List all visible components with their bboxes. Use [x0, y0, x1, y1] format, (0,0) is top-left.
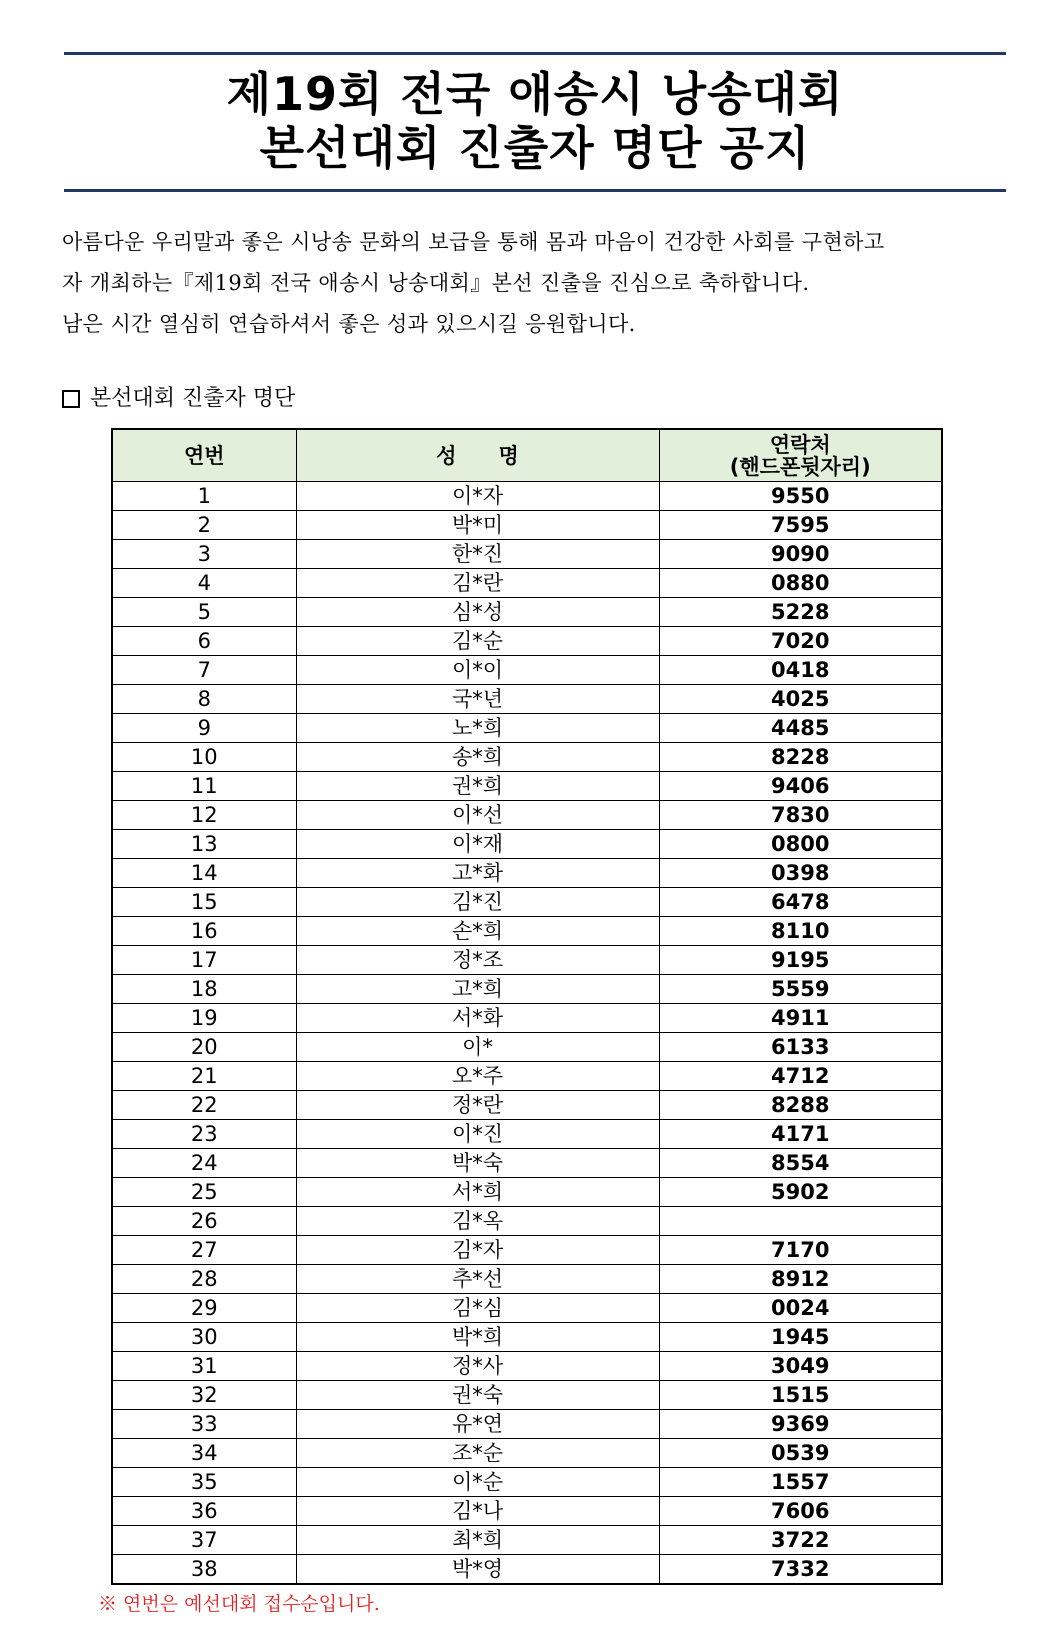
table-row: [112, 1236, 942, 1265]
cell-number: 6: [112, 627, 296, 656]
cell-number: 3: [112, 540, 296, 569]
table-row: [112, 1381, 942, 1410]
cell-name: 송*희: [296, 743, 659, 772]
section-heading-text: 본선대회 진출자 명단: [90, 386, 296, 411]
table-row: [112, 1091, 942, 1120]
checkbox-icon: [62, 390, 80, 408]
cell-phone: 0880: [659, 569, 942, 598]
header-number: 연번: [112, 429, 296, 482]
table-row: [112, 1497, 942, 1526]
cell-name: 추*선: [296, 1265, 659, 1294]
cell-name: 김*옥: [296, 1207, 659, 1236]
cell-name: 이*자: [296, 482, 659, 511]
cell-phone: 4171: [659, 1120, 942, 1149]
cell-number: 33: [112, 1410, 296, 1439]
table-row: [112, 511, 942, 540]
cell-number: 28: [112, 1265, 296, 1294]
cell-phone: 1515: [659, 1381, 942, 1410]
cell-phone: 7830: [659, 801, 942, 830]
cell-name: 이*재: [296, 830, 659, 859]
cell-name: 심*성: [296, 598, 659, 627]
intro-paragraph: [62, 222, 1022, 345]
cell-name: 서*화: [296, 1004, 659, 1033]
cell-name: 정*사: [296, 1352, 659, 1381]
cell-number: 38: [112, 1555, 296, 1585]
table-row: [112, 946, 942, 975]
cell-number: 7: [112, 656, 296, 685]
cell-phone: 8912: [659, 1265, 942, 1294]
cell-phone: 9369: [659, 1410, 942, 1439]
header-contact-line1: 연락처: [769, 432, 831, 457]
cell-phone: 0539: [659, 1439, 942, 1468]
cell-phone: 1557: [659, 1468, 942, 1497]
cell-phone: 9406: [659, 772, 942, 801]
table-row: [112, 1265, 942, 1294]
table-row: [112, 598, 942, 627]
table-row: [112, 656, 942, 685]
cell-name: 정*조: [296, 946, 659, 975]
table-row: [112, 888, 942, 917]
cell-name: 조*순: [296, 1439, 659, 1468]
cell-name: 유*연: [296, 1410, 659, 1439]
cell-phone: 6478: [659, 888, 942, 917]
cell-phone: 8110: [659, 917, 942, 946]
cell-phone: 4712: [659, 1062, 942, 1091]
header-contact: [659, 429, 942, 482]
cell-name: 김*나: [296, 1497, 659, 1526]
cell-number: 29: [112, 1294, 296, 1323]
bottom-rule: [64, 189, 1006, 192]
cell-phone: 8554: [659, 1149, 942, 1178]
cell-name: 손*희: [296, 917, 659, 946]
cell-phone: 9195: [659, 946, 942, 975]
table-row: [112, 859, 942, 888]
cell-number: 11: [112, 772, 296, 801]
table-row: [112, 569, 942, 598]
cell-phone: 6133: [659, 1033, 942, 1062]
table-row: [112, 1323, 942, 1352]
table-row: [112, 1004, 942, 1033]
header-name: 성 명: [296, 429, 659, 482]
cell-name: 정*란: [296, 1091, 659, 1120]
top-rule: [64, 52, 1006, 55]
cell-name: 이*순: [296, 1468, 659, 1497]
cell-name: 최*희: [296, 1526, 659, 1555]
cell-name: 권*숙: [296, 1381, 659, 1410]
cell-number: 5: [112, 598, 296, 627]
table-row: [112, 1149, 942, 1178]
cell-phone: 3722: [659, 1526, 942, 1555]
cell-number: 12: [112, 801, 296, 830]
cell-number: 30: [112, 1323, 296, 1352]
cell-number: 20: [112, 1033, 296, 1062]
cell-phone: 5228: [659, 598, 942, 627]
cell-name: 국*년: [296, 685, 659, 714]
section-heading: [62, 384, 295, 414]
cell-phone: 3049: [659, 1352, 942, 1381]
cell-phone: 5902: [659, 1178, 942, 1207]
cell-number: 18: [112, 975, 296, 1004]
table-row: [112, 482, 942, 511]
cell-name: 김*자: [296, 1236, 659, 1265]
cell-phone: 7595: [659, 511, 942, 540]
intro-line-1: 아름다운 우리말과 좋은 시낭송 문화의 보급을 통해 몸과 마음이 건강한 사회를 구현하고: [62, 230, 885, 254]
cell-name: 박*숙: [296, 1149, 659, 1178]
table-row: [112, 685, 942, 714]
cell-phone: 1945: [659, 1323, 942, 1352]
cell-number: 25: [112, 1178, 296, 1207]
table-row: [112, 1033, 942, 1062]
table-row: [112, 1178, 942, 1207]
cell-name: 노*희: [296, 714, 659, 743]
cell-name: 한*진: [296, 540, 659, 569]
table-row: [112, 1062, 942, 1091]
table-row: [112, 1439, 942, 1468]
cell-name: 이*이: [296, 656, 659, 685]
cell-phone: 4911: [659, 1004, 942, 1033]
cell-name: 서*희: [296, 1178, 659, 1207]
cell-number: 32: [112, 1381, 296, 1410]
page-title-line2: 본선대회 진출자 명단 공지: [259, 121, 811, 175]
cell-name: 박*영: [296, 1555, 659, 1585]
cell-name: 고*화: [296, 859, 659, 888]
cell-number: 4: [112, 569, 296, 598]
footnote: ※ 연번은 예선대회 접수순입니다.: [98, 1593, 380, 1615]
cell-phone: 8228: [659, 743, 942, 772]
table-row: [112, 1294, 942, 1323]
cell-phone: 4485: [659, 714, 942, 743]
table-row: [112, 714, 942, 743]
table-header-row: [112, 429, 942, 482]
cell-number: 36: [112, 1497, 296, 1526]
cell-phone: 0024: [659, 1294, 942, 1323]
cell-name: 이*진: [296, 1120, 659, 1149]
table-row: [112, 1352, 942, 1381]
cell-number: 2: [112, 511, 296, 540]
table-row: [112, 540, 942, 569]
cell-phone: 0418: [659, 656, 942, 685]
cell-number: 27: [112, 1236, 296, 1265]
cell-name: 김*진: [296, 888, 659, 917]
cell-phone: 0398: [659, 859, 942, 888]
table-row: [112, 1555, 942, 1585]
table-row: [112, 830, 942, 859]
cell-number: 8: [112, 685, 296, 714]
cell-number: 13: [112, 830, 296, 859]
intro-line-3: 남은 시간 열심히 연습하셔서 좋은 성과 있으시길 응원합니다.: [62, 312, 636, 336]
table-row: [112, 1410, 942, 1439]
cell-number: 9: [112, 714, 296, 743]
cell-name: 이*: [296, 1033, 659, 1062]
cell-name: 박*미: [296, 511, 659, 540]
cell-number: 24: [112, 1149, 296, 1178]
cell-phone: 9090: [659, 540, 942, 569]
cell-number: 15: [112, 888, 296, 917]
table-row: [112, 1526, 942, 1555]
cell-number: 1: [112, 482, 296, 511]
cell-number: 17: [112, 946, 296, 975]
cell-phone: 0800: [659, 830, 942, 859]
cell-number: 16: [112, 917, 296, 946]
table-row: [112, 1468, 942, 1497]
cell-number: 23: [112, 1120, 296, 1149]
table-body: [112, 482, 942, 1585]
cell-phone: 8288: [659, 1091, 942, 1120]
cell-phone: [659, 1207, 942, 1236]
cell-phone: 9550: [659, 482, 942, 511]
cell-name: 김*심: [296, 1294, 659, 1323]
cell-phone: 7332: [659, 1555, 942, 1585]
cell-name: 오*주: [296, 1062, 659, 1091]
cell-number: 14: [112, 859, 296, 888]
cell-number: 37: [112, 1526, 296, 1555]
cell-number: 26: [112, 1207, 296, 1236]
cell-number: 21: [112, 1062, 296, 1091]
table-row: [112, 1207, 942, 1236]
cell-name: 권*희: [296, 772, 659, 801]
page-title-line1: 제19회 전국 애송시 낭송대회: [226, 67, 844, 121]
table-row: [112, 1120, 942, 1149]
table-row: [112, 772, 942, 801]
finalist-table: [111, 428, 943, 1585]
cell-name: 김*란: [296, 569, 659, 598]
cell-name: 고*희: [296, 975, 659, 1004]
table-row: [112, 975, 942, 1004]
cell-number: 34: [112, 1439, 296, 1468]
cell-number: 35: [112, 1468, 296, 1497]
table-row: [112, 627, 942, 656]
cell-name: 이*선: [296, 801, 659, 830]
cell-phone: 7170: [659, 1236, 942, 1265]
cell-phone: 7020: [659, 627, 942, 656]
cell-number: 19: [112, 1004, 296, 1033]
cell-phone: 5559: [659, 975, 942, 1004]
table-row: [112, 743, 942, 772]
cell-phone: 4025: [659, 685, 942, 714]
cell-name: 김*순: [296, 627, 659, 656]
cell-number: 31: [112, 1352, 296, 1381]
cell-phone: 7606: [659, 1497, 942, 1526]
header-contact-line2: (핸드폰뒷자리): [729, 454, 871, 479]
cell-name: 박*희: [296, 1323, 659, 1352]
cell-number: 10: [112, 743, 296, 772]
table-row: [112, 917, 942, 946]
table-row: [112, 801, 942, 830]
intro-line-2: 자 개최하는『제19회 전국 애송시 낭송대회』본선 진출을 진심으로 축하합니다.: [62, 271, 810, 295]
cell-number: 22: [112, 1091, 296, 1120]
